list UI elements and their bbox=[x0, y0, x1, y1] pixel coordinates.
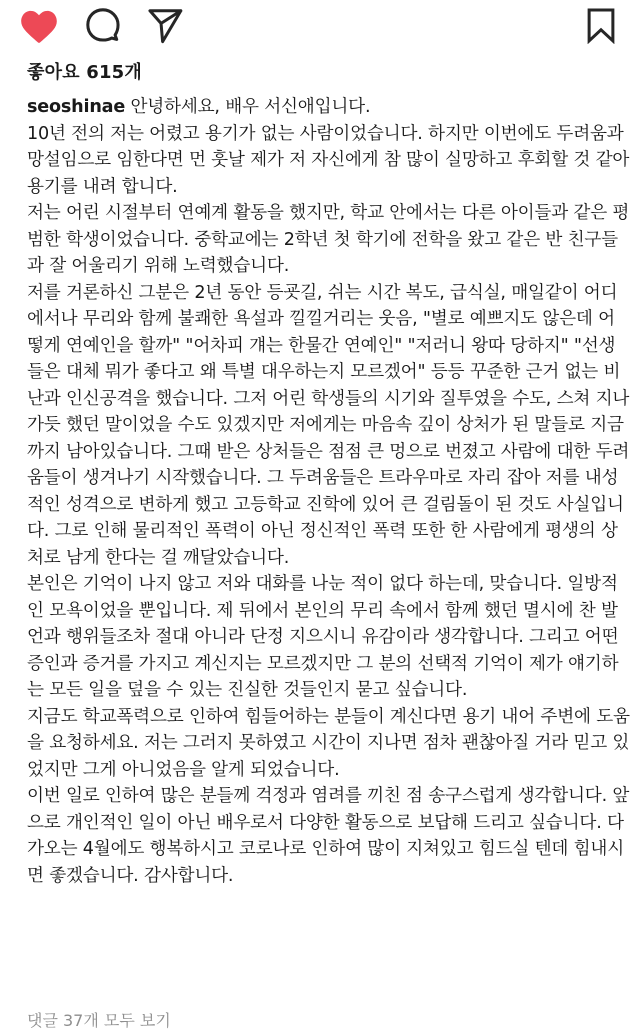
caption-text: 안녕하세요, 배우 서신애입니다. 10년 전의 저는 어렸고 용기가 없는 사람이었습니다. 하지만 이번에도 두려움과 망설임으로 임한다면 먼 훗날 제가 저 자신에게 참 많이 실망하고 후회할 것 같아 용기를 내려 합니다. 저는 어린 시절부터 연예계 활동을 했지만, 학교 안에서는 다른 아이들과 같은 평범한 학생이었습니다. 중학교에는 2학년 첫 학기에 전학을 왔고 같은 반 친구들과 잘 어울리기 위해 노력했습니다. 저를 거론하신 그분은 2년 동안 등굣길, 쉬는 시간 복도, 급식실, 매일같이 어디에서나 무리와 함께 불쾌한 욕설과 낄낄거리는 웃음, "별로 예쁘지도 않은데 어떻게 연예인을 할까" "어차피 걔는 한물간 연예인" "저러니 왕따 당하지" "선생들은 대체 뭐가 좋다고 왜 특별 대우하는지 모르겠어" 등등 꾸준한 근거 없는 비난과 인신공격을 했습니다. 그저 어린 학생들의 시기와 질투였을 수도, 스쳐 지나가듯 했던 말이었을 수도 있겠지만 저에게는 마음속 깊이 상처가 된 말들로 지금까지 남아있습니다. 그때 받은 상처들은 점점 큰 멍으로 번졌고 사람에 대한 두려움들이 생겨나기 시작했습니다. 그 두려움들은 트라우마로 자리 잡아 저를 내성적인 성격으로 변하게 했고 고등학교 진학에 있어 큰 걸림돌이 된 것도 사실입니다. 그로 인해 물리적인 폭력이 아닌 정신적인 폭력 또한 한 사람에게 평생의 상처로 남게 한다는 걸 깨달았습니다. 본인은 기억이 나지 않고 저와 대화를 나눈 적이 없다 하는데, 맞습니다. 일방적인 모욕이었을 뿐입니다. 제 뒤에서 본인의 무리 속에서 함께 했던 멸시에 찬 발언과 행위들조차 절대 아니라 단정 지으시니 유감이라 생각합니다. 그리고 어떤 증인과 증거를 가지고 계신지는 모르겠지만 그 분의 선택적 기억이 제가 얘기하는 모든 일을 덮을 수 있는 진실한 것들인지 묻고 싶습니다. 지금도 학교폭력으로 인하여 힘들어하는 분들이 계신다면 용기 내어 주변에 도움을 요청하세요. 저는 그러지 못하였고 시간이 지나면 점차 괜찮아질 거라 믿고 있었지만 그게 아니었음을 알게 되었습니다. 이번 일로 인하여 많은 분들께 걱정과 염려를 끼친 점 송구스럽게 생각합니다. 앞으로 개인적인 일이 아닌 배우로서 다양한 활동으로 보답해 드리고 싶습니다. 다가오는 4월에도 행복하시고 코로나로 인하여 많이 지쳐있고 힘드실 텐데 힘내시면 좋겠습니다. 감사합니다. bbox=[27, 97, 630, 886]
comment-bubble-icon[interactable] bbox=[84, 6, 122, 44]
bookmark-icon[interactable] bbox=[582, 6, 620, 44]
post-caption bbox=[27, 94, 631, 889]
paper-plane-icon[interactable] bbox=[146, 6, 184, 44]
likes-count[interactable]: 좋아요 615개 bbox=[27, 62, 142, 83]
post-action-bar bbox=[0, 0, 640, 52]
post-username[interactable]: seoshinae bbox=[27, 97, 126, 117]
heart-filled-icon[interactable] bbox=[20, 6, 58, 44]
view-all-comments-link[interactable]: 댓글 37개 모두 보기 bbox=[27, 1011, 171, 1030]
